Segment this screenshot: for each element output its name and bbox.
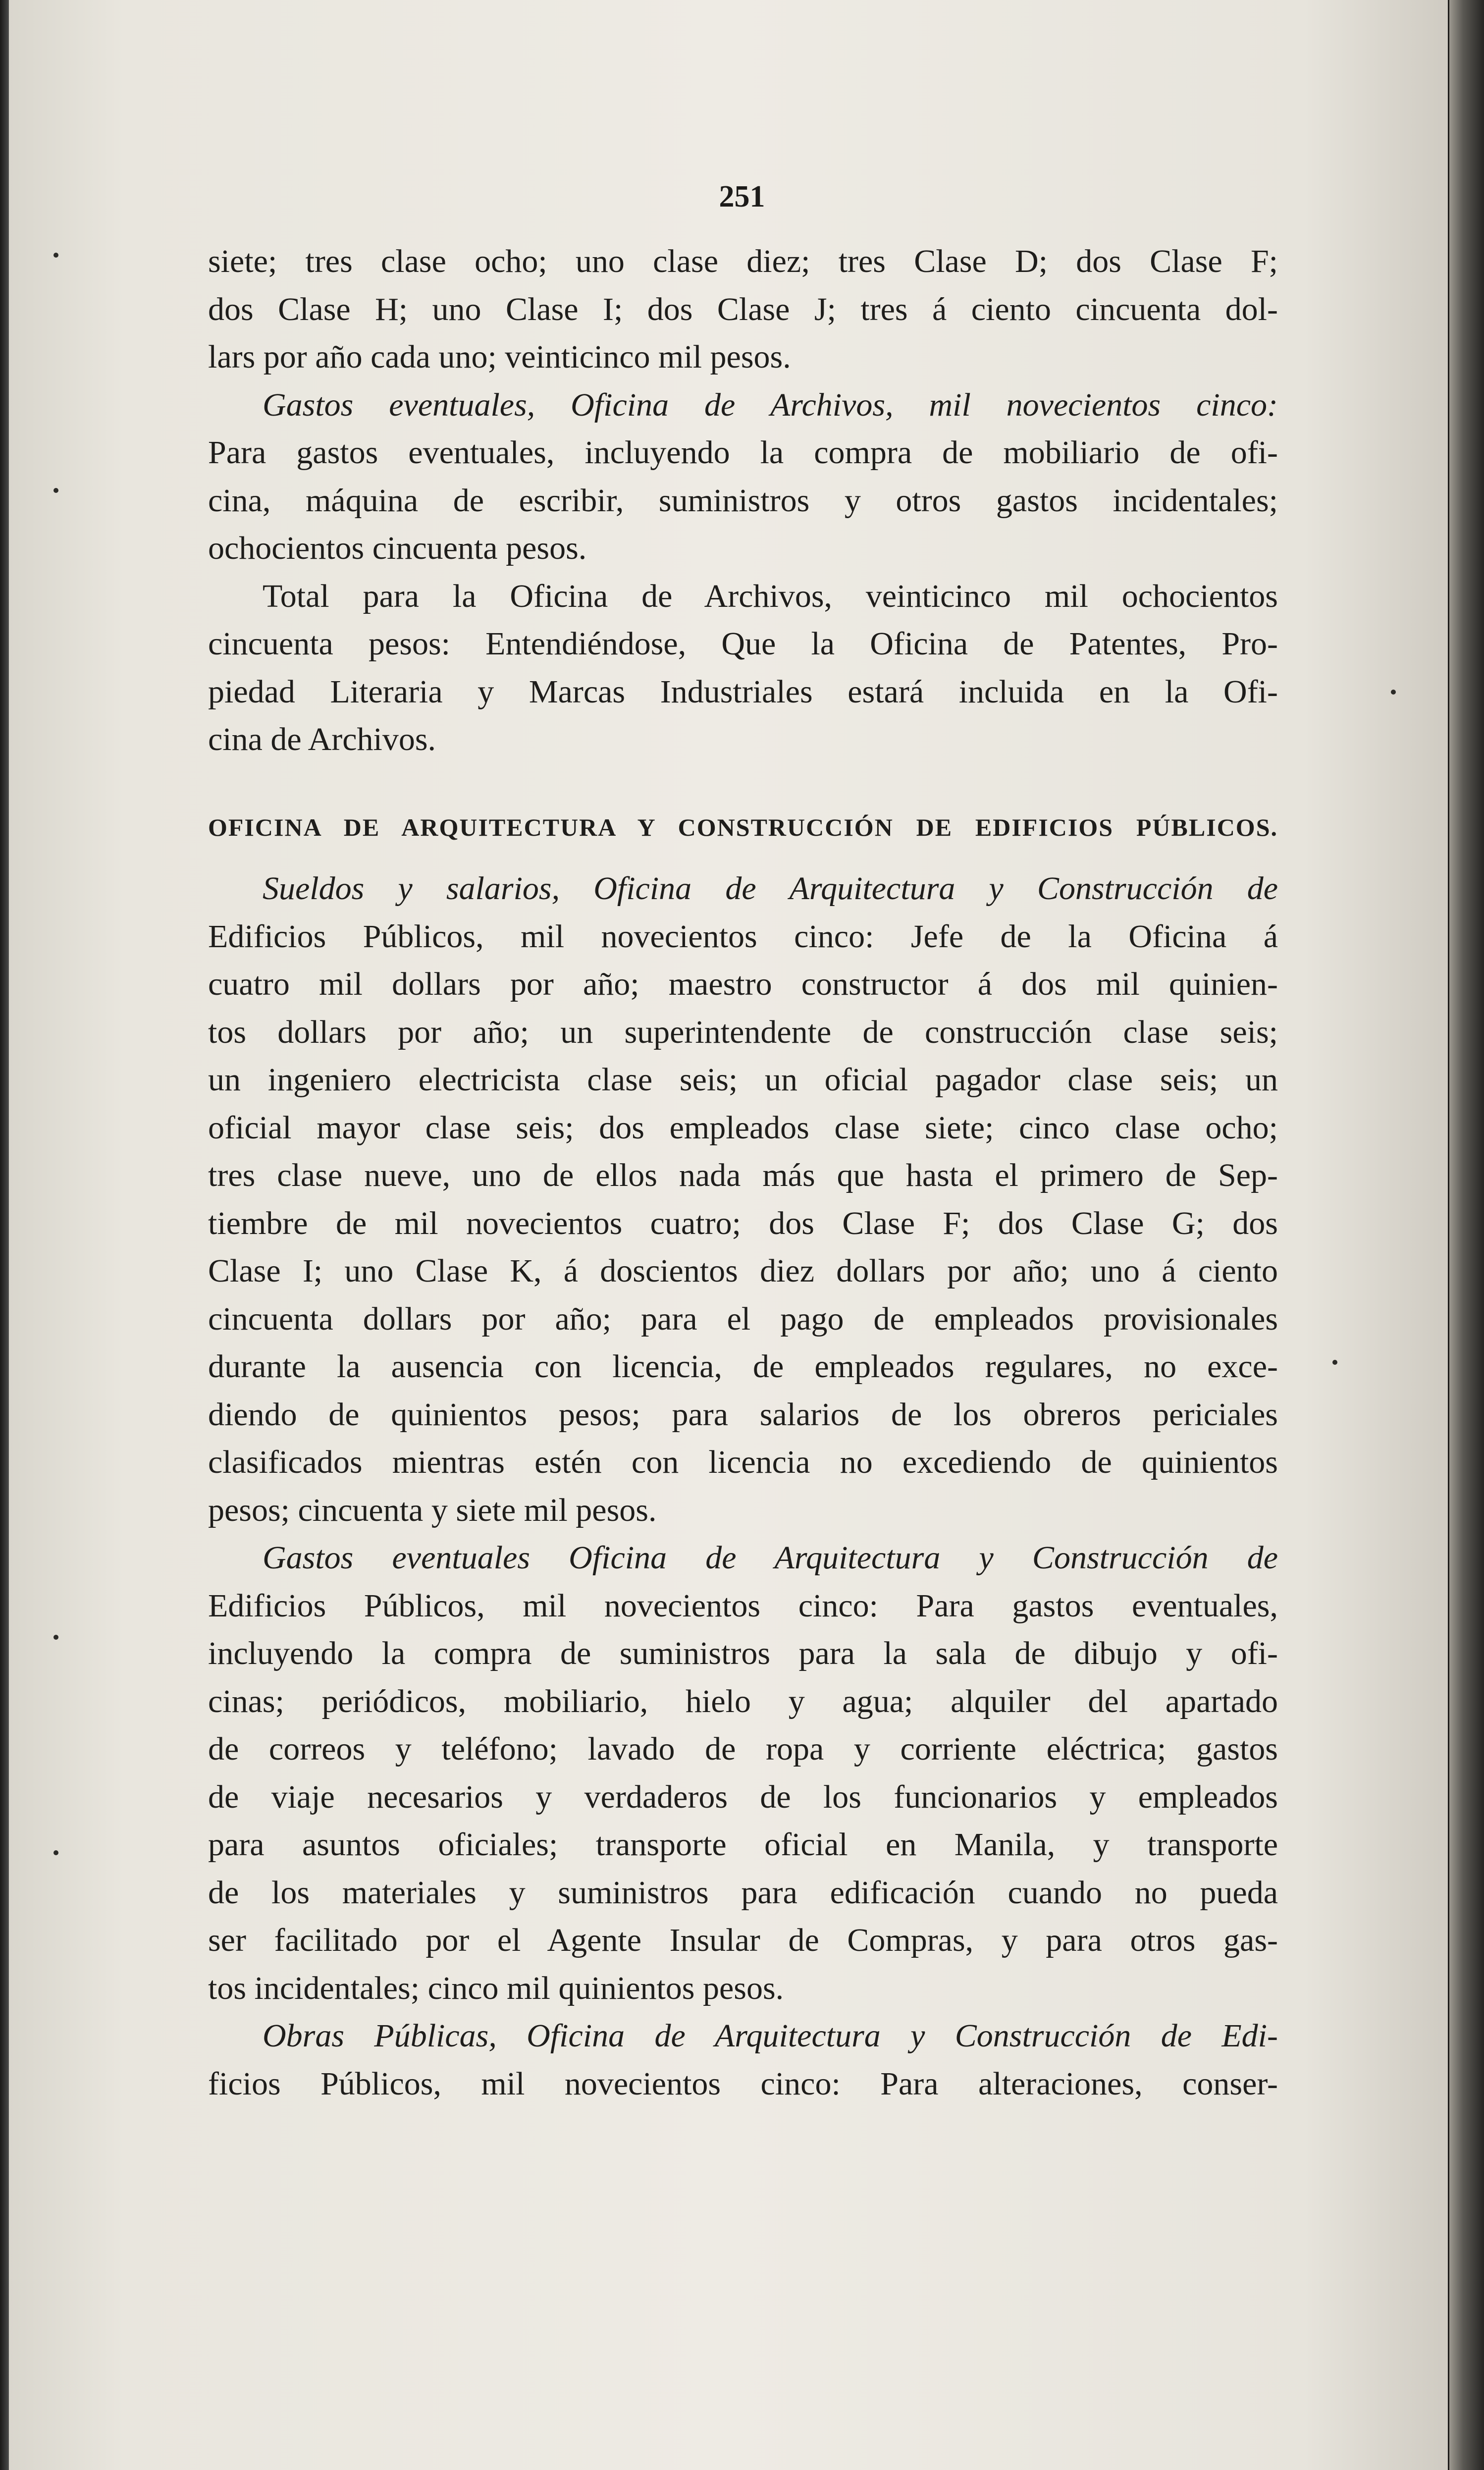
- text-line: oficial mayor clase seis; dos empleados clase siete; cinco clase ocho;: [208, 1109, 1278, 1146]
- paper-blemish: [53, 1635, 58, 1640]
- text-line: cinas; periódicos, mobiliario, hielo y agua; alquiler del apartado: [208, 1683, 1278, 1719]
- text-line: cuatro mil dollars por año; maestro constructor á dos mil quinien-: [208, 966, 1278, 1002]
- text-line: para asuntos oficiales; transporte oficial en Manila, y transporte: [208, 1826, 1278, 1863]
- paper-blemish: [53, 488, 58, 493]
- text-line: cina de Archivos.: [208, 721, 436, 757]
- paper-blemish: [1332, 1360, 1337, 1365]
- text-line: diendo de quinientos pesos; para salarios de los obreros periciales: [208, 1396, 1278, 1433]
- text-line: tiembre de mil novecientos cuatro; dos Clase F; dos Clase G; dos: [208, 1205, 1278, 1241]
- page-number: 251: [719, 180, 765, 214]
- text-line: Obras Públicas, Oficina de Arquitectura y Construcción de Edi-: [263, 2018, 1278, 2054]
- text-line: Clase I; uno Clase K, á doscientos diez dollars por año; uno á ciento: [208, 1253, 1278, 1289]
- page-body: [208, 238, 1278, 2108]
- text-line: pesos; cincuenta y siete mil pesos.: [208, 1492, 657, 1528]
- text-line: piedad Literaria y Marcas Industriales estará incluida en la Ofi-: [208, 673, 1278, 710]
- text-line: un ingeniero electricista clase seis; un oficial pagador clase seis; un: [208, 1062, 1278, 1098]
- text-line: durante la ausencia con licencia, de empleados regulares, no exce-: [208, 1348, 1278, 1385]
- text-line: de los materiales y suministros para edificación cuando no pueda: [208, 1874, 1278, 1911]
- paper-blemish: [1391, 690, 1396, 695]
- text-line: ficios Públicos, mil novecientos cinco: Para alteraciones, conser-: [208, 2065, 1278, 2102]
- text-line: dos Clase H; uno Clase I; dos Clase J; tres á ciento cincuenta dol-: [208, 291, 1278, 327]
- text-line: Total para la Oficina de Archivos, veinticinco mil ochocientos: [263, 578, 1278, 614]
- text-line: incluyendo la compra de suministros para la sala de dibujo y ofi-: [208, 1635, 1278, 1671]
- text-line: tos dollars por año; un superintendente de construcción clase seis;: [208, 1014, 1278, 1050]
- text-line: clasificados mientras estén con licencia no excediendo de quinientos: [208, 1444, 1278, 1480]
- text-line: siete; tres clase ocho; uno clase diez; tres Clase D; dos Clase F;: [208, 243, 1278, 279]
- text-line: cincuenta pesos: Entendiéndose, Que la Oficina de Patentes, Pro-: [208, 626, 1278, 662]
- paper-blemish: [53, 1850, 58, 1855]
- text-line: tres clase nueve, uno de ellos nada más que hasta el primero de Sep-: [208, 1157, 1278, 1193]
- text-line: Para gastos eventuales, incluyendo la compra de mobiliario de ofi-: [208, 434, 1278, 471]
- text-line: Edificios Públicos, mil novecientos cinco: Jefe de la Oficina á: [208, 918, 1278, 955]
- text-line: de correos y teléfono; lavado de ropa y corriente eléctrica; gastos: [208, 1731, 1278, 1767]
- text-line: Edificios Públicos, mil novecientos cinco: Para gastos eventuales,: [208, 1587, 1278, 1624]
- section-heading: OFICINA DE ARQUITECTURA Y CONSTRUCCIÓN DE EDIFICIOS PÚBLICOS.: [208, 813, 1278, 841]
- text-line: cincuenta dollars por año; para el pago de empleados provisionales: [208, 1300, 1278, 1337]
- text-line: ochocientos cincuenta pesos.: [208, 530, 587, 566]
- text-line: Gastos eventuales Oficina de Arquitectura y Construcción de: [263, 1540, 1278, 1576]
- text-line: tos incidentales; cinco mil quinientos pesos.: [208, 1970, 784, 2006]
- italic-heading-line: Gastos eventuales, Oficina de Archivos, mil novecientos cinco:: [263, 386, 1278, 423]
- paper-blemish: [53, 253, 58, 258]
- text-line: lars por año cada uno; veinticinco mil pesos.: [208, 339, 791, 375]
- text-line: cina, máquina de escribir, suministros y otros gastos incidentales;: [208, 482, 1278, 519]
- book-spine-shadow: [1449, 0, 1484, 2470]
- section-spacer: [208, 764, 1278, 799]
- text-line: Sueldos y salarios, Oficina de Arquitectura y Construcción de: [263, 870, 1278, 907]
- text-line: ser facilitado por el Agente Insular de Compras, y para otros gas-: [208, 1922, 1278, 1958]
- text-line: de viaje necesarios y verdaderos de los funcionarios y empleados: [208, 1778, 1278, 1815]
